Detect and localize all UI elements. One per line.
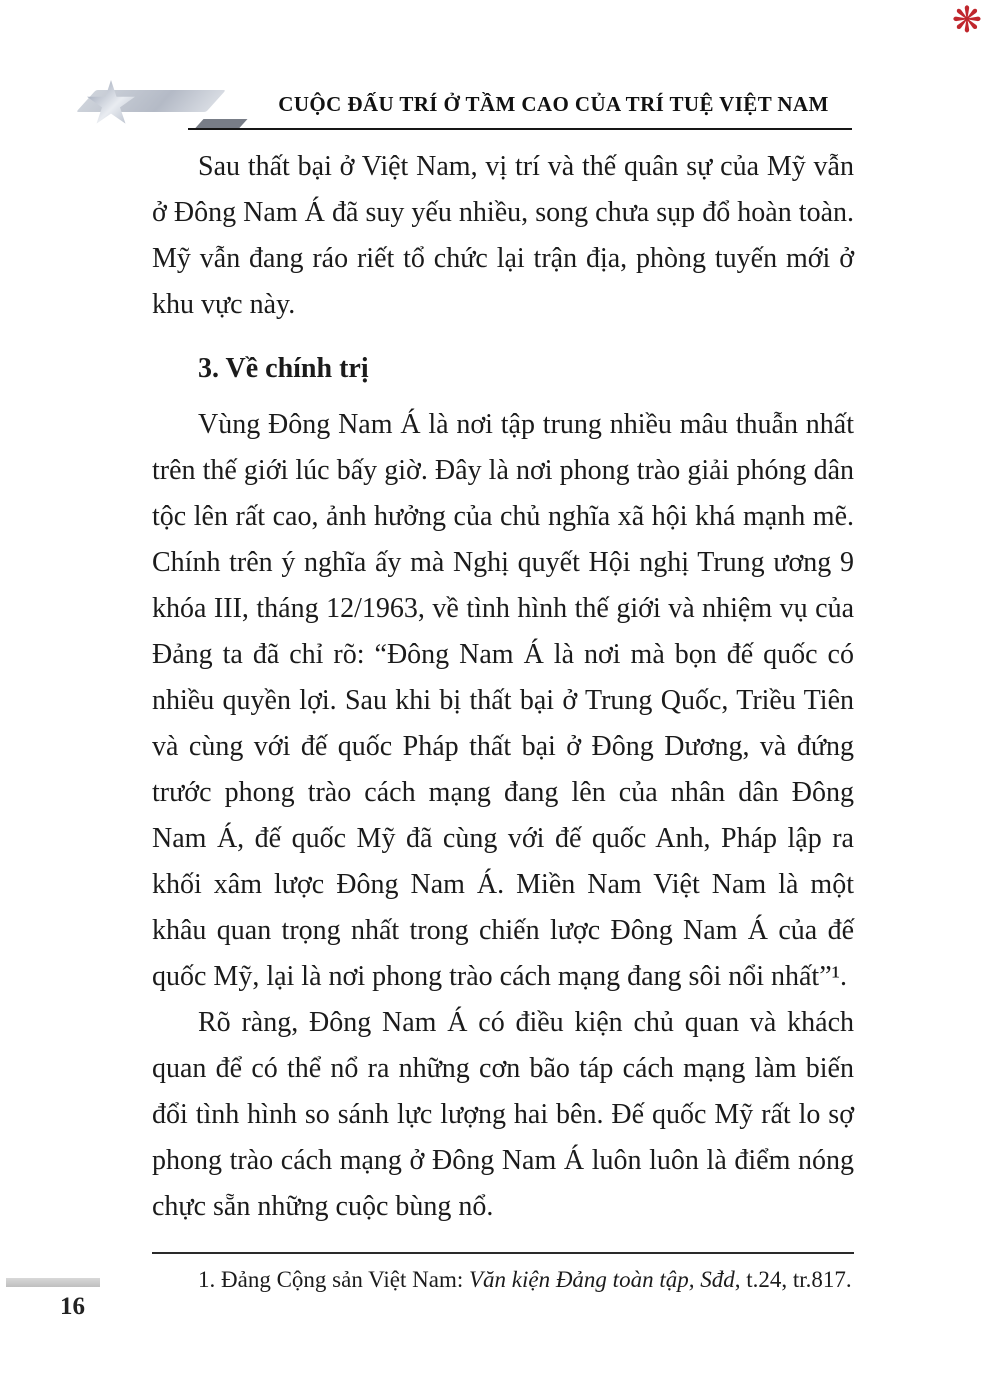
page-body <box>152 144 854 1297</box>
paragraph-2: Vùng Đông Nam Á là nơi tập trung nhiều mâu thuẫn nhất trên thế giới lúc bấy giờ. Đây là nơi phong trào giải phóng dân tộc lên rất cao, ảnh hưởng của chủ nghĩa xã hội khá mạnh mẽ. Chính trên ý nghĩa ấy mà Nghị quyết Hội nghị Trung ương 9 khóa III, tháng 12/1963, về tình hình thế giới và nhiệm vụ của Đảng ta đã chỉ rõ: “Đông Nam Á là nơi mà bọn đế quốc có nhiều quyền lợi. Sau khi bị thất bại ở Trung Quốc, Triều Tiên và cùng với đế quốc Pháp thất bại ở Đông Dương, và đứng trước phong trào cách mạng đang lên của nhân dân Đông Nam Á, đế quốc Mỹ đã cùng với đế quốc Anh, Pháp lập ra khối xâm lược Đông Nam Á. Miền Nam Việt Nam là một khâu quan trọng nhất trong chiến lược Đông Nam Á của đế quốc Mỹ, lại là nơi phong trào cách mạng đang sôi nổi nhất”¹. <box>152 409 854 992</box>
header-underline <box>188 128 852 130</box>
footnote-text <box>152 1262 854 1297</box>
star-ornament-icon <box>60 82 245 126</box>
footnote-block <box>152 1252 854 1297</box>
page-header <box>60 84 852 126</box>
footnote-prefix: 1. Đảng Cộng sản Việt Nam: <box>198 1267 469 1292</box>
footnote-cited-work: Văn kiện Đảng toàn tập, Sđd <box>468 1267 735 1292</box>
paragraph-3: Rõ ràng, Đông Nam Á có điều kiện chủ quan và khách quan để có thể nổ ra những cơn bão táp cách mạng làm biến đổi tình hình so sánh lực lượng hai bên. Đế quốc Mỹ rất lo sợ phong trào cách mạng ở Đông Nam Á luôn luôn là điểm nóng chực sẵn những cuộc bùng nổ. <box>152 1007 854 1222</box>
page-footer <box>0 1278 200 1321</box>
footnote-suffix: , t.24, tr.817. <box>734 1267 852 1292</box>
footnote-separator <box>152 1252 854 1254</box>
section-heading: 3. Về chính trị <box>198 353 369 384</box>
paragraph-1: Sau thất bại ở Việt Nam, vị trí và thế quân sự của Mỹ vẫn ở Đông Nam Á đã suy yếu nhiều, song chưa sụp đổ hoàn toàn. Mỹ vẫn đang ráo riết tổ chức lại trận địa, phòng tuyến mới ở khu vực này. <box>152 151 854 320</box>
page-number: 16 <box>60 1293 85 1320</box>
page-number-bar <box>6 1278 100 1287</box>
running-header-title: CUỘC ĐẤU TRÍ Ở TẦM CAO CỦA TRÍ TUỆ VIỆT NAM <box>278 92 829 116</box>
red-flower-icon: ❋ <box>951 0 982 40</box>
